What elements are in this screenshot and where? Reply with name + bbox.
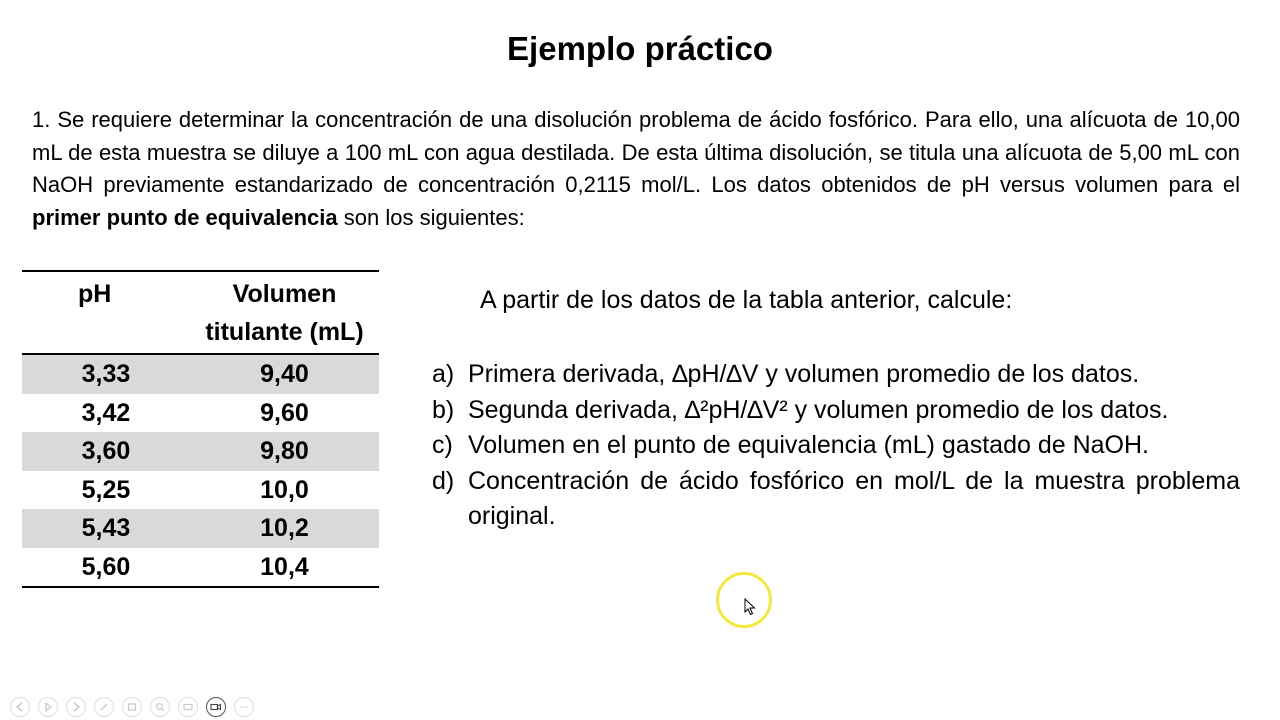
list-item: [432, 393, 1240, 429]
question-marker: b): [432, 395, 455, 424]
cell-ph: 3,42: [81, 398, 131, 427]
cell-ph: 3,60: [81, 437, 131, 465]
cell-volume: 10,4: [260, 552, 309, 581]
camera-icon[interactable]: [206, 697, 226, 717]
table-row: [22, 432, 379, 471]
question-text: Concentración de ácido fosfórico en mol/L de la muestra problema original.: [468, 466, 1240, 530]
table-row: [22, 548, 379, 588]
problem-text-end: son los siguientes:: [337, 204, 525, 230]
page-title: Ejemplo práctico: [507, 30, 773, 67]
header-volume: Volumen titulante (mL): [205, 280, 364, 346]
table-header-row: [22, 271, 379, 354]
question-text: Segunda derivada, ∆²pH/∆V² y volumen promedio de los datos.: [468, 395, 1169, 424]
problem-text: 1. Se requiere determinar la concentración de una disolución problema de ácido fosfórico. Para ello, una alícuota de 10,00 mL de esta muestra se diluye a 100 mL con agua destilada. De esta última disolución, se titula una alícuota de 5,00 mL con NaOH previamente estandarizado de concentración 0,2115 mol/L. Los datos obtenidos de pH versus volumen para el: [32, 107, 1240, 197]
problem-statement: [32, 104, 1240, 234]
problem-emphasis: primer punto de equivalencia: [32, 204, 338, 230]
table-row: [22, 509, 379, 548]
mouse-pointer-icon: [744, 598, 756, 616]
question-marker: a): [432, 360, 455, 388]
cell-ph: 5,25: [81, 475, 131, 504]
question-text: Volumen en el punto de equivalencia (mL) gastado de NaOH.: [468, 431, 1149, 459]
previous-icon[interactable]: [10, 697, 30, 717]
cell-volume: 10,0: [260, 475, 309, 504]
presenter-toolbar: [10, 695, 254, 719]
cell-ph: 5,43: [81, 514, 131, 542]
cell-ph: 3,33: [81, 360, 131, 388]
table-row: [22, 471, 379, 510]
cell-volume: 9,60: [260, 398, 309, 427]
cell-volume: 10,2: [260, 514, 309, 542]
cell-volume: 9,80: [260, 437, 309, 465]
play-icon[interactable]: [38, 697, 58, 717]
header-ph: pH: [78, 280, 112, 308]
cell-ph: 5,60: [81, 552, 131, 581]
titration-table: [22, 270, 379, 588]
question-list: [432, 357, 1240, 535]
question-text: Primera derivada, ∆pH/∆V y volumen promedio de los datos.: [468, 360, 1140, 388]
zoom-icon[interactable]: [150, 697, 170, 717]
table-row: [22, 354, 379, 394]
cell-volume: 9,40: [260, 360, 309, 388]
subtitles-icon[interactable]: [178, 697, 198, 717]
question-marker: d): [432, 466, 455, 495]
question-marker: c): [432, 431, 453, 459]
slides-icon[interactable]: [122, 697, 142, 717]
table-row: [22, 394, 379, 433]
list-item: [432, 464, 1240, 535]
pen-icon[interactable]: [94, 697, 114, 717]
list-item: [432, 428, 1240, 464]
instructions-intro: A partir de los datos de la tabla anterior, calcule:: [480, 286, 1013, 314]
list-item: [432, 357, 1240, 393]
more-icon[interactable]: [234, 697, 254, 717]
next-icon[interactable]: [66, 697, 86, 717]
